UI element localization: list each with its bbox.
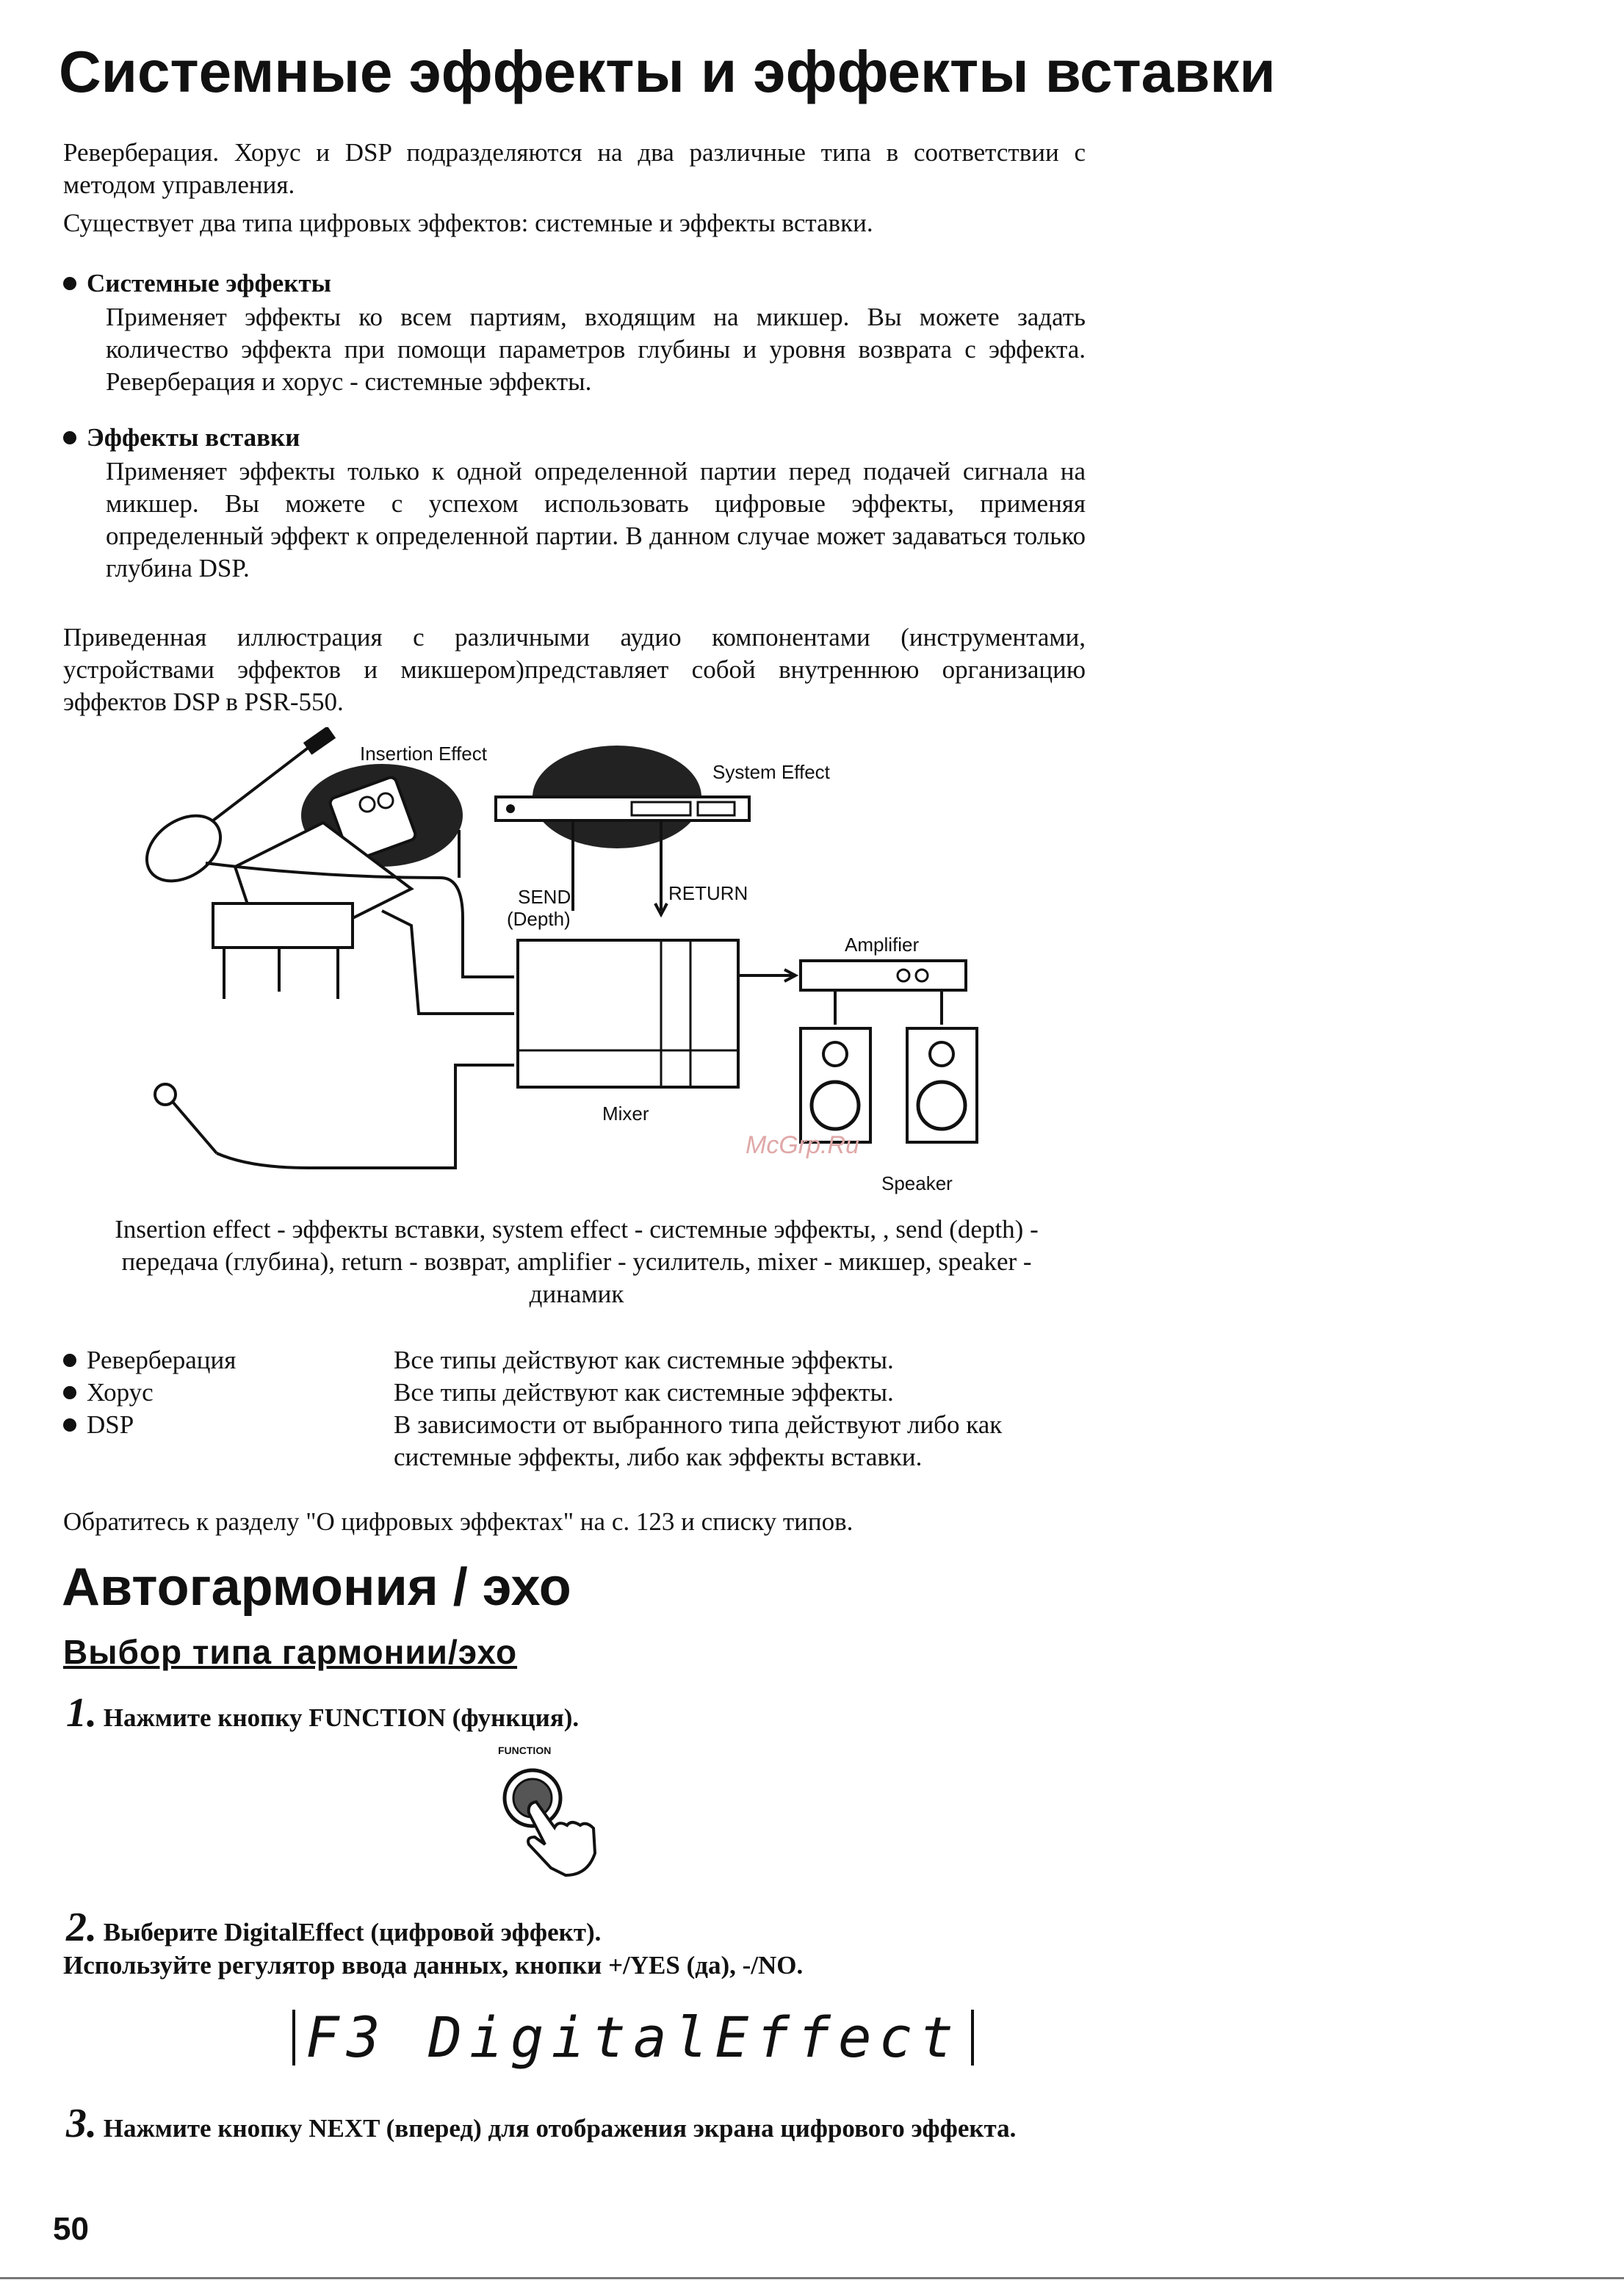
diagram-label-send: SEND xyxy=(518,886,571,908)
diagram-label-return: RETURN xyxy=(668,882,748,904)
diagram-label-mixer: Mixer xyxy=(602,1103,649,1125)
intro-paragraph-2: Существует два типа цифровых эффектов: системные и эффекты вставки. xyxy=(63,209,873,237)
step-2 xyxy=(66,1904,601,1951)
system-effects-text: Применяет эффекты ко всем партиям, входящим на микшер. Вы можете задать количество эффекта при помощи параметров глубины и уровня возврата с эффекта. Реверберация и хорус - системные эффекты. xyxy=(106,303,1086,396)
effect-type-row xyxy=(63,1377,1091,1409)
effect-types-list xyxy=(63,1344,1091,1473)
insertion-effects-text: Применяет эффекты только к одной определенной партии перед подачей сигнала на микшер. Вы можете с успехом использовать цифровые эффекты, применяя определенный эффект к определенной партии. В данном случае может задаваться только глубина DSP. xyxy=(106,457,1086,582)
step-1 xyxy=(66,1689,579,1736)
insertion-effects-heading xyxy=(63,423,300,452)
insertion-effects-title: Эффекты вставки xyxy=(87,423,300,452)
speaker-right-icon xyxy=(907,1028,977,1142)
effect-type-name: Реверберация xyxy=(87,1346,237,1374)
step-2-instruction: Используйте регулятор ввода данных, кнопки +/YES (да), -/NO. xyxy=(63,1951,804,1980)
section-subtitle: Выбор типа гармонии/эхо xyxy=(63,1633,518,1671)
effect-type-desc: Все типы действуют как системные эффекты. xyxy=(394,1378,894,1407)
system-effects-heading xyxy=(63,269,331,298)
bullet-icon xyxy=(63,431,76,444)
mixer-icon xyxy=(518,940,738,1087)
function-button-illustration xyxy=(485,1745,617,1877)
amplifier-icon xyxy=(801,961,966,990)
diagram-label-depth: (Depth) xyxy=(507,908,571,930)
step-number: 3. xyxy=(66,2101,97,2146)
diagram-label-amplifier: Amplifier xyxy=(845,934,920,956)
reference-note: Обратитесь к разделу "О цифровых эффектах" на с. 123 и списку типов. xyxy=(63,1507,853,1536)
bottom-rule xyxy=(0,2277,1624,2279)
system-effect-unit-icon xyxy=(496,746,749,848)
microphone-icon xyxy=(155,1084,217,1153)
diagram-caption: Insertion effect - эффекты вставки, system effect - системные эффекты, , send (depth) - передача (глубина), return - возврат, amplifier - усилитель, mixer - микшер, speaker - динамик xyxy=(115,1215,1039,1308)
step-number: 1. xyxy=(66,1690,97,1736)
page-number: 50 xyxy=(53,2211,89,2247)
effect-type-desc: Все типы действуют как системные эффекты. xyxy=(394,1346,894,1374)
diagram-label-system-effect: System Effect xyxy=(712,761,830,783)
diagram-label-speaker: Speaker xyxy=(881,1172,953,1194)
pressing-hand-icon xyxy=(485,1758,617,1883)
effects-diagram xyxy=(132,727,984,1205)
function-button-label: FUNCTION xyxy=(498,1745,552,1756)
step-text: Нажмите кнопку FUNCTION (функция). xyxy=(103,1703,580,1732)
step-number: 2. xyxy=(66,1905,97,1950)
diagram-label-insertion-effect: Insertion Effect xyxy=(360,743,487,765)
section-title-harmony-echo: Автогармония / эхо xyxy=(62,1558,571,1617)
bullet-icon xyxy=(63,1418,76,1432)
effect-type-row xyxy=(63,1344,1091,1377)
step-text: Выберите DigitalEffect (цифровой эффект). xyxy=(103,1918,602,1947)
system-effects-title: Системные эффекты xyxy=(87,269,331,297)
bullet-icon xyxy=(63,1386,76,1399)
effect-type-row xyxy=(63,1409,1091,1473)
lcd-display: F3 DigitalEffect xyxy=(292,2010,974,2065)
intro-paragraph-1: Реверберация. Хорус и DSP подразделяются на два различные типа в соответствии с методом управления. xyxy=(63,138,1086,199)
bullet-icon xyxy=(63,1354,76,1367)
effect-type-desc: В зависимости от выбранного типа действуют либо как системные эффекты, либо как эффекты вставки. xyxy=(394,1410,1003,1471)
watermark: McGrp.Ru xyxy=(746,1131,859,1159)
speaker-left-icon xyxy=(801,1028,870,1142)
bullet-icon xyxy=(63,277,76,290)
illustration-intro: Приведенная иллюстрация с различными аудио компонентами (инструментами, устройствами эффектов и микшером)представляет собой внутреннюю организацию эффектов DSP в PSR-550. xyxy=(63,623,1086,716)
page-title: Системные эффекты и эффекты вставки xyxy=(59,39,1276,104)
step-text: Нажмите кнопку NEXT (вперед) для отображения экрана цифрового эффекта. xyxy=(103,2114,1017,2143)
step-3 xyxy=(66,2101,1094,2146)
effect-type-name: DSP xyxy=(87,1410,134,1439)
effect-type-name: Хорус xyxy=(87,1378,154,1407)
